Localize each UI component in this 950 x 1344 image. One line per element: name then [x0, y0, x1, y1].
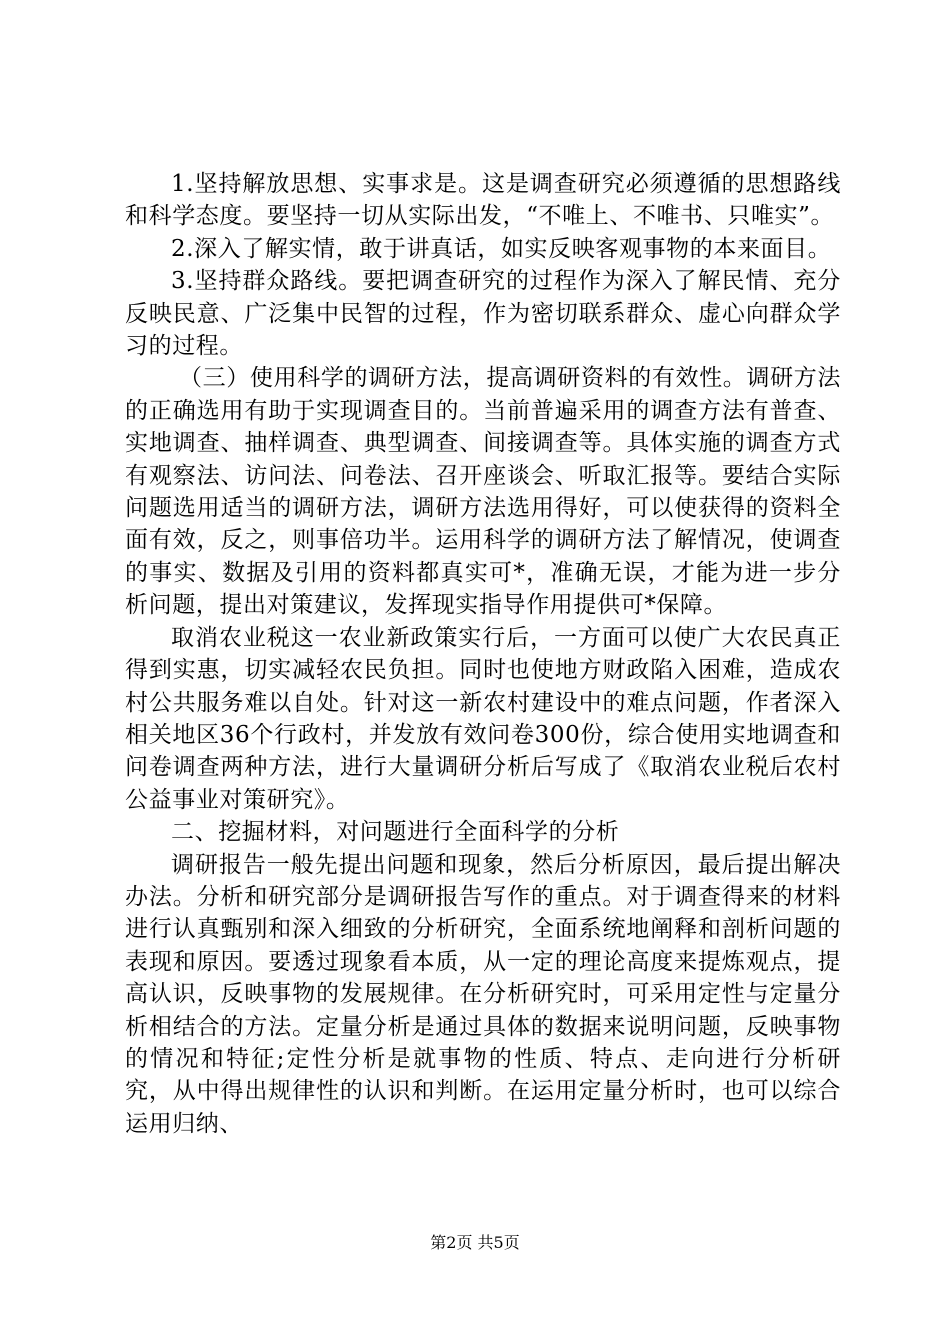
paragraph-analysis: 调研报告一般先提出问题和现象，然后分析原因，最后提出解决办法。分析和研究部分是调研报告写作的重点。对于调查得来的材料进行认真甄别和深入细致的分析研究，全面系统地阐释和剖析问题的表现和原因。要透过现象看本质，从一定的理论高度来提炼观点，提高认识，反映事物的发展规律。在分析研究时，可采用定性与定量分析相结合的方法。定量分析是通过具体的数据来说明问题，反映事物的情况和特征;定性分析是就事物的性质、特点、走向进行分析研究，从中得出规律性的认识和判断。在运用定量分析时，也可以综合运用归纳、 — [125, 851, 841, 1137]
paragraph-agricultural-tax-example: 取消农业税这一农业新政策实行后，一方面可以使广大农民真正得到实惠，切实减轻农民负担。同时也使地方财政陷入困难，造成农村公共服务难以自处。针对这一新农村建设中的难点问题，作者深入相关地区36个行政村，并发放有效问卷300份，综合使用实地调查和问卷调查两种方法，进行大量调研分析后写成了《取消农业税后农村公益事业对策研究》。 — [125, 624, 841, 813]
section-heading-analysis: 二、挖掘材料，对问题进行全面科学的分析 — [171, 819, 620, 846]
page-number-footer: 第2页 共5页 — [430, 1233, 520, 1252]
paragraph-principle-2: 2.深入了解实情，敢于讲真话，如实反映客观事物的本来面目。 — [171, 235, 832, 262]
paragraph-principle-1: 1.坚持解放思想、实事求是。这是调查研究必须遵循的思想路线和科学态度。要坚持一切从实际出发，“不唯上、不唯书、只唯实”。 — [125, 171, 841, 230]
paragraph-research-methods: （三）使用科学的调研方法，提高调研资料的有效性。调研方法的正确选用有助于实现调查目的。当前普遍采用的调查方法有普查、实地调查、抽样调查、典型调查、间接调查等。具体实施的调查方式有观察法、访问法、问卷法、召开座谈会、听取汇报等。要结合实际问题选用适当的调研方法，调研方法选用得好，可以使获得的资料全面有效，反之，则事倍功半。运用科学的调研方法了解情况，使调查的事实、数据及引用的资料都真实可*，准确无误，才能为进一步分析问题，提出对策建议，发挥现实指导作用提供可*保障。 — [125, 365, 841, 619]
document-body — [125, 168, 841, 1140]
paragraph-principle-3: 3.坚持群众路线。要把调查研究的过程作为深入了解民情、充分反映民意、广泛集中民智的过程，作为密切联系群众、虚心向群众学习的过程。 — [125, 268, 841, 360]
